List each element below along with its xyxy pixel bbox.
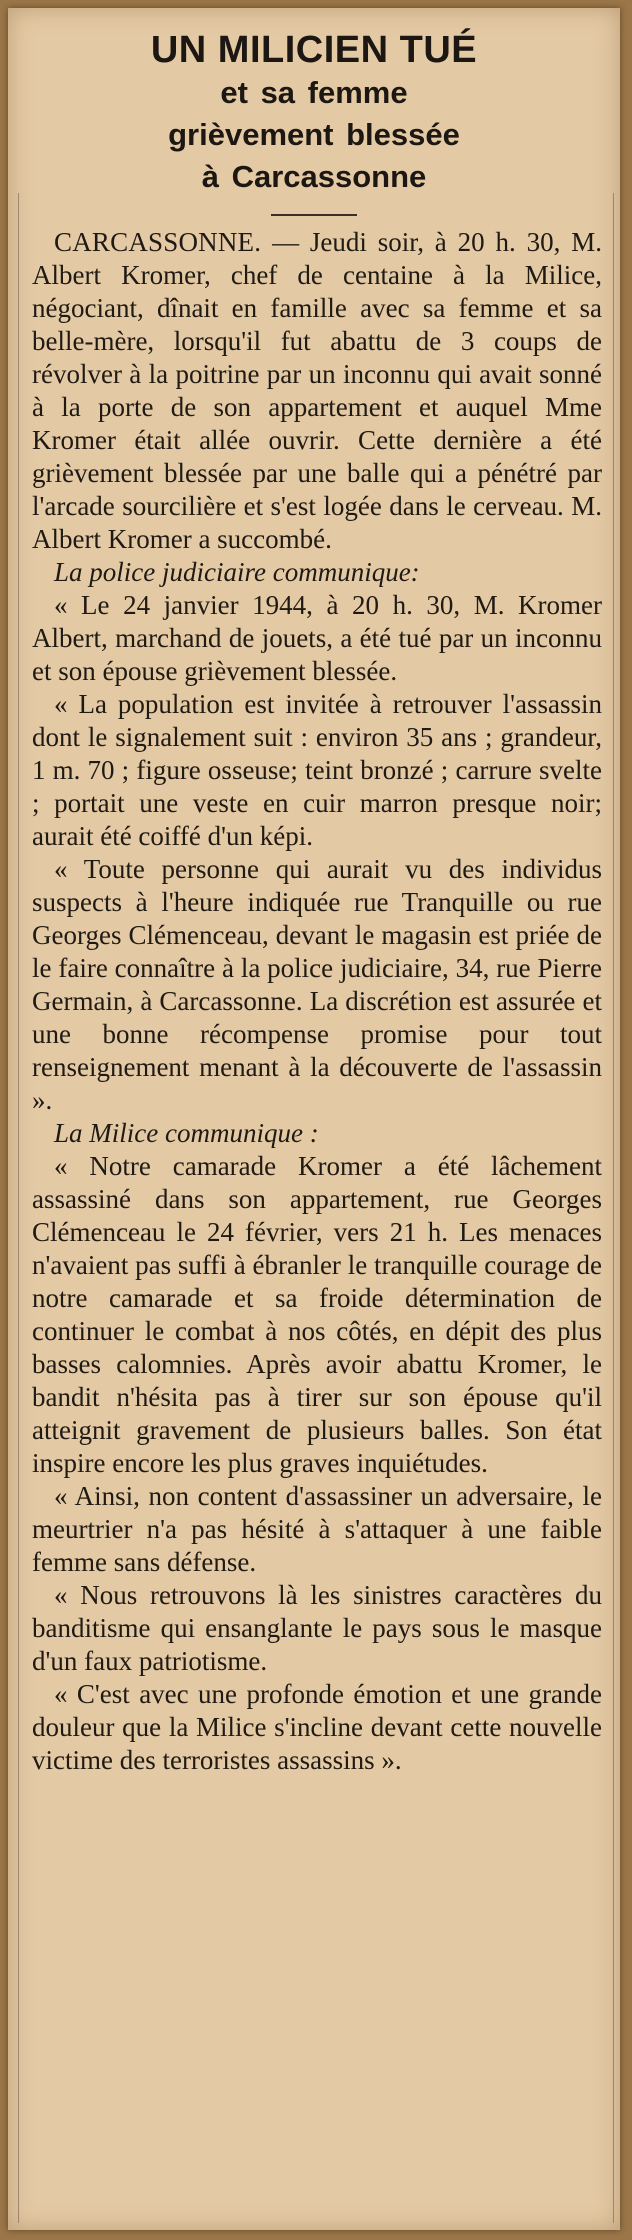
dateline: CARCASSONNE. [54,227,262,257]
headline [8,28,620,198]
newspaper-clipping [8,8,620,2230]
milice-paragraph-2: « Ainsi, non content d'assassiner un adversaire, le meurtrier n'a pas hésité à s'attaquer à une faible femme sans défense. [32,1481,602,1577]
lead-text: — Jeudi soir, à 20 h. 30, M. Albert Kromer, chef de centaine à la Milice, négociant, dînait en famille avec sa femme et sa belle-mère, lorsqu'il fut abattu de 3 coups de révolver à la poitrine par un inconnu qui avait sonné à la porte de son appartement et auquel Mme Kromer était allée ouvrir. Cette dernière a été grièvement blessée par une balle qui a pénétré par l'arcade sourcilière et s'est logée dans le cerveau. M. Albert Kromer a succombé. [32,227,602,554]
police-heading: La police judiciaire communique: [54,557,420,587]
headline-line-2: et sa femme [220,75,408,110]
police-paragraph-2: « La population est invitée à retrouver l'assassin dont le signalement suit : environ 35 ans ; grandeur, 1 m. 70 ; figure osseuse; teint bronzé ; carrure svelte ; portait une veste en cuir marron presque noir; aurait été coiffé d'un képi. [32,689,602,851]
column-rule-right [613,193,614,2223]
article-body [8,226,620,1777]
milice-paragraph-4: « C'est avec une profonde émotion et une grande douleur que la Milice s'incline devant cette nouvelle victime des terroristes assassins ». [32,1679,602,1775]
headline-line-1: UN MILICIEN TUÉ [150,29,478,71]
milice-paragraph-1: « Notre camarade Kromer a été lâchement assassiné dans son appartement, rue Georges Clémenceau le 24 février, vers 21 h. Les menaces n'avaient pas suffi à ébranler le tranquille courage de notre camarade et sa froide détermination de continuer le combat à nos côtés, en dépit des plus basses calomnies. Après avoir abattu Kromer, le bandit n'hésita pas à tirer sur son épouse qu'il atteignit gravement de plusieurs balles. Son état inspire encore les plus graves inquiétudes. [32,1151,602,1478]
headline-separator [271,214,357,216]
lead-paragraph [32,226,602,556]
police-paragraph-1: « Le 24 janvier 1944, à 20 h. 30, M. Kromer Albert, marchand de jouets, a été tué par un inconnu et son épouse grièvement blessée. [32,590,602,686]
milice-heading: La Milice communique : [54,1118,319,1148]
headline-line-3: grièvement blessée [168,117,460,152]
milice-paragraph-3: « Nous retrouvons là les sinistres caractères du banditisme qui ensanglante le pays sous le masque d'un faux patriotisme. [32,1580,602,1676]
headline-line-4: à Carcassonne [201,159,427,194]
police-paragraph-3: « Toute personne qui aurait vu des individus suspects à l'heure indiquée rue Tranquille ou rue Georges Clémenceau, devant le magasin est priée de le faire connaître à la police judiciaire, 34, rue Pierre Germain, à Carcassonne. La discrétion est assurée et une bonne récompense promise pour tout renseignement menant à la découverte de l'assassin ». [32,854,602,1115]
column-rule-left [18,193,19,2223]
